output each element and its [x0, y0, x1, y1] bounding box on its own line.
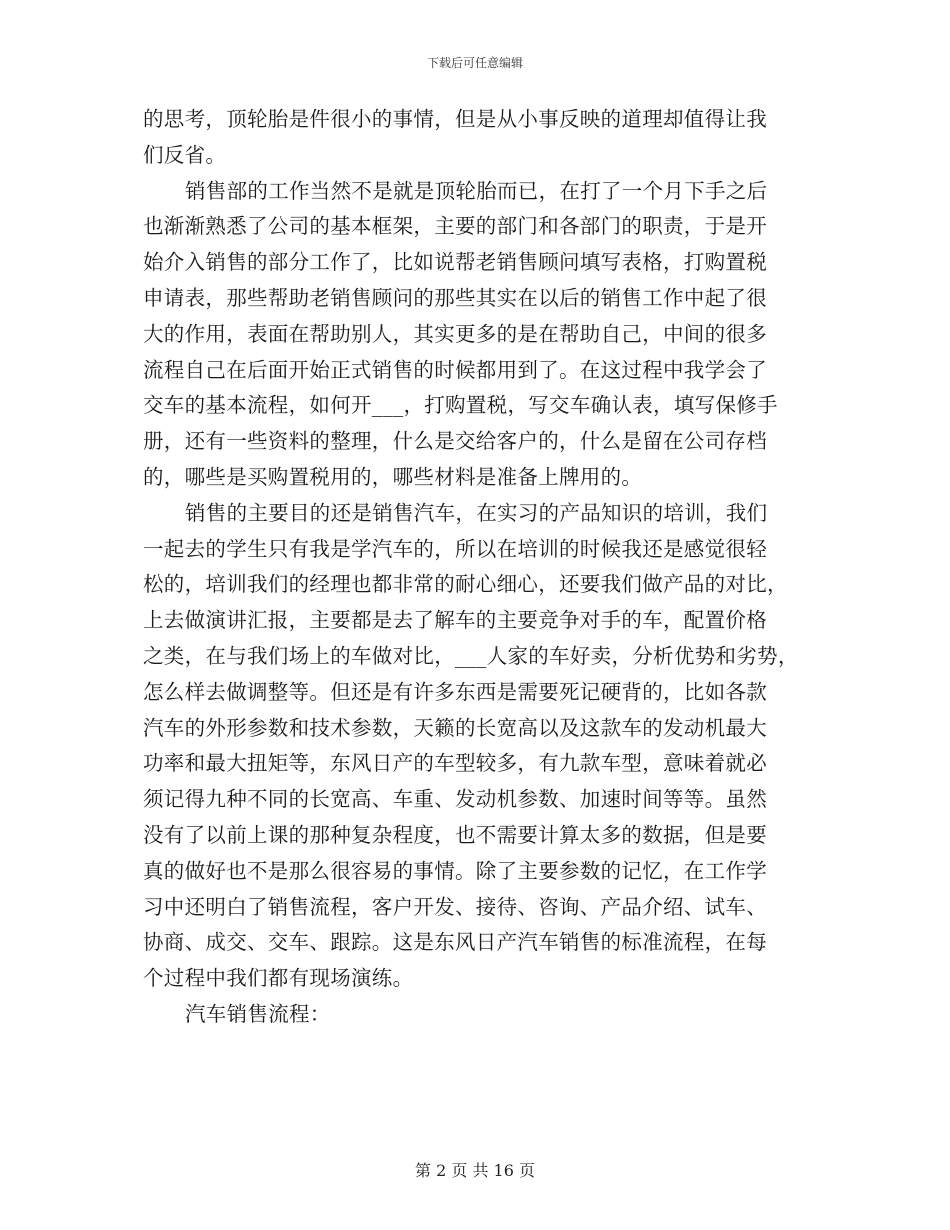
page-header: 下载后可任意编辑 — [426, 56, 523, 70]
paragraph-sales-process-heading — [143, 997, 813, 1033]
page-footer: 第 2 页 共 16 页 — [415, 1161, 535, 1180]
text-line: 始介入销售的部分工作了，比如说帮老销售顾问填写表格，打购置税 — [143, 250, 767, 275]
text-line: 大的作用，表面在帮助别人，其实更多的是在帮助自己，中间的很多 — [143, 321, 767, 346]
text-line: 销售部的工作当然不是就是顶轮胎而已，在打了一个月下手之后 — [185, 178, 768, 203]
paragraph-sales-department — [143, 174, 813, 496]
text-line: 的思考，顶轮胎是件很小的事情，但是从小事反映的道理却值得让我 — [143, 107, 767, 131]
paragraph-continuation — [143, 102, 813, 174]
text-line: 交车的基本流程，如何开___，打购置税，写交车确认表，填写保修手 — [143, 393, 778, 418]
text-line: 一起去的学生只有我是学汽车的，所以在培训的时候我还是感觉很轻 — [143, 536, 767, 561]
text-line: 之类，在与我们场上的车做对比，___人家的车好卖，分析优势和劣势， — [143, 643, 799, 668]
text-line: 协商、成交、交车、跟踪。这是东风日产汽车销售的标准流程，在每 — [143, 930, 767, 955]
text-line: 汽车销售流程： — [185, 1001, 331, 1026]
text-line: 册，还有一些资料的整理，什么是交给客户的，什么是留在公司存档 — [143, 429, 767, 454]
text-line: 须记得九种不同的长宽高、车重、发动机参数、加速时间等等。虽然 — [143, 787, 767, 812]
text-line: 销售的主要目的还是销售汽车，在实习的产品知识的培训，我们 — [185, 500, 768, 525]
text-line: 真的做好也不是那么很容易的事情。除了主要参数的记忆，在工作学 — [143, 858, 767, 883]
paragraph-sales-purpose — [143, 496, 813, 997]
text-line: 汽车的外形参数和技术参数，天籁的长宽高以及这款车的发动机最大 — [143, 715, 767, 740]
text-line: 的，哪些是买购置税用的，哪些材料是准备上牌用的。 — [143, 464, 643, 489]
text-line: 申请表，那些帮助老销售顾问的那些其实在以后的销售工作中起了很 — [143, 285, 767, 310]
text-line: 也渐渐熟悉了公司的基本框架，主要的部门和各部门的职责，于是开 — [143, 214, 767, 239]
text-line: 个过程中我们都有现场演练。 — [143, 966, 414, 991]
document-body — [143, 102, 813, 1033]
text-line: 功率和最大扭矩等，东风日产的车型较多，有九款车型，意味着就必 — [143, 751, 767, 776]
text-line: 习中还明白了销售流程，客户开发、接待、咨询、产品介绍、试车、 — [143, 894, 767, 919]
text-line: 怎么样去做调整等。但还是有许多东西是需要死记硬背的，比如各款 — [143, 679, 767, 704]
text-line: 流程自己在后面开始正式销售的时候都用到了。在这过程中我学会了 — [143, 357, 767, 382]
text-line: 松的，培训我们的经理也都非常的耐心细心，还要我们做产品的对比， — [143, 572, 788, 597]
text-line: 上去做演讲汇报，主要都是去了解车的主要竞争对手的车，配置价格 — [143, 608, 767, 633]
text-line: 们反省。 — [143, 142, 227, 167]
text-line: 没有了以前上课的那种复杂程度，也不需要计算太多的数据，但是要 — [143, 822, 767, 847]
